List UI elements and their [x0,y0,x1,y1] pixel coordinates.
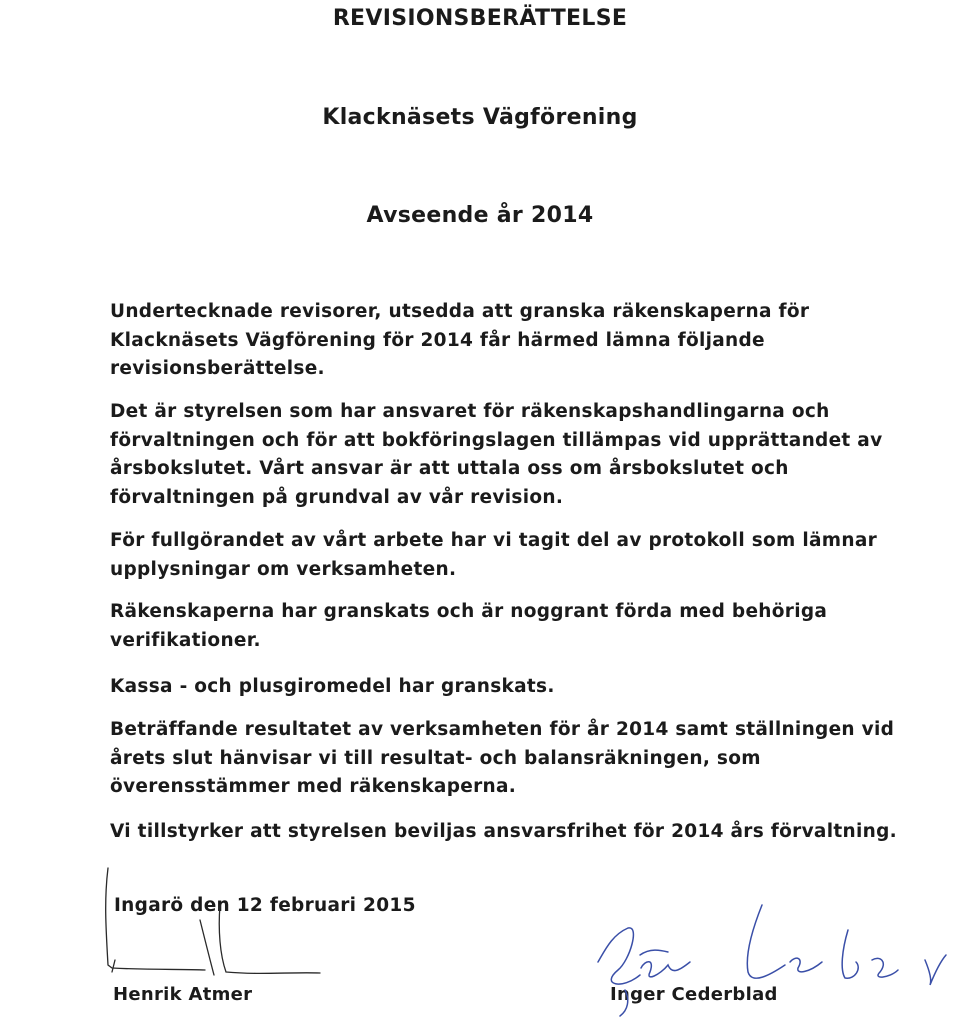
signature-henrik-atmer [106,868,320,975]
paragraph-accounts: Räkenskaperna har granskats och är noggrant förda med behöriga verifikationer. [110,601,828,651]
paragraph-results: Beträffande resultatet av verksamheten för år 2014 samt ställningen vid årets slut hänvisar vi till resultat- och balansräkningen, som överensstämmer med räkenskaperna. [110,719,895,797]
paragraph-intro: Undertecknade revisorer, utsedda att granska räkenskaperna för Klacknäsets Vägförening för 2014 får härmed lämna följande revisionsberättelse. [110,301,810,379]
place-and-date: Ingarö den 12 februari 2015 [114,895,416,916]
organization-name: Klacknäsets Vägförening [322,105,638,130]
year-heading: Avseende år 2014 [366,203,594,228]
signatory-name-1: Henrik Atmer [113,984,253,1005]
paragraph-protocols: För fullgörandet av vårt arbete har vi tagit del av protokoll som lämnar upplysningar om verksamheten. [110,530,878,580]
signatory-name-2: Inger Cederblad [610,984,778,1005]
paragraph-responsibility: Det är styrelsen som har ansvaret för räkenskapshandlingarna och förvaltningen och för att bokföringslagen tillämpas vid upprättandet av årsbokslutet. Vårt ansvar är att uttala oss om årsbokslutet och förvaltningen på grundval av vår revision. [110,401,883,508]
paragraph-cash: Kassa - och plusgiromedel har granskats. [110,676,555,697]
paragraph-discharge: Vi tillstyrker att styrelsen beviljas ansvarsfrihet för 2014 års förvaltning. [110,821,897,842]
document-title: REVISIONSBERÄTTELSE [332,6,628,31]
